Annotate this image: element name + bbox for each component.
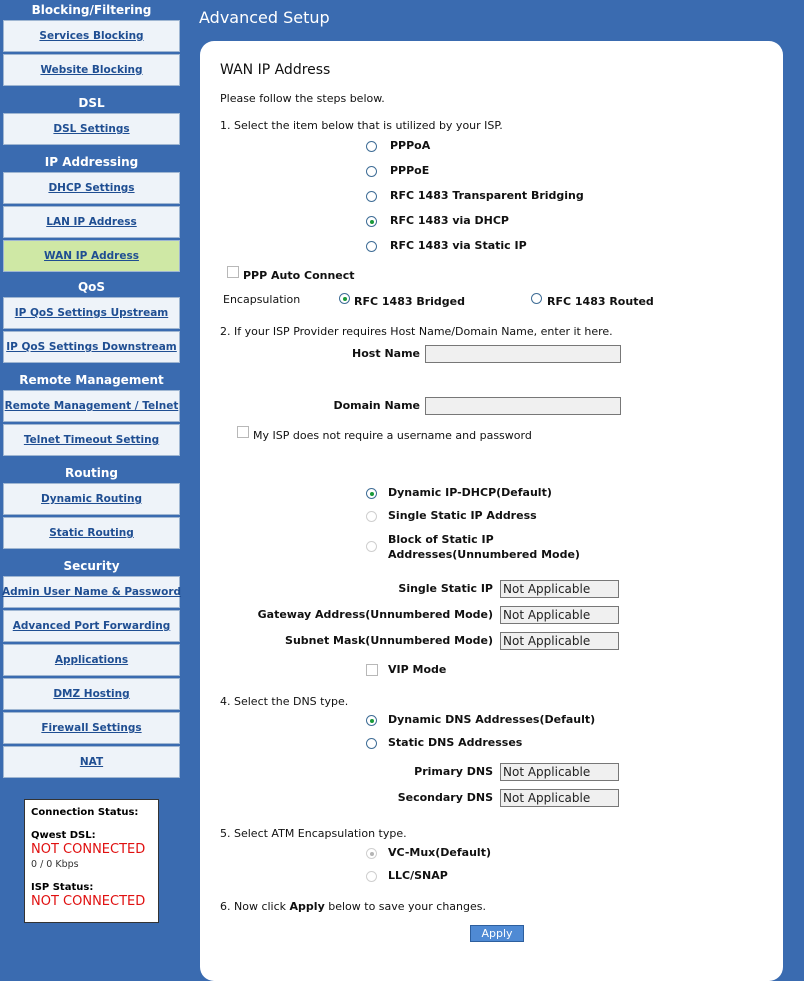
- step6-prefix: 6. Now click: [220, 900, 290, 913]
- category-blocking-filtering: Blocking/Filtering: [31, 3, 152, 17]
- host-name-label: Host Name: [352, 347, 420, 360]
- protocol-radio-via-dhcp[interactable]: [366, 216, 377, 227]
- step6-apply-word: Apply: [289, 900, 325, 913]
- protocol-label-via-dhcp: RFC 1483 via DHCP: [390, 214, 509, 227]
- ip-label-block-static: [388, 532, 580, 562]
- apply-button[interactable]: Apply: [470, 925, 524, 942]
- ip-label-dynamic: Dynamic IP-DHCP(Default): [388, 486, 552, 499]
- encapsulation-label-routed: RFC 1483 Routed: [547, 295, 654, 308]
- isp-status-label: ISP Status:: [31, 882, 94, 893]
- connection-status-title: Connection Status:: [31, 807, 139, 818]
- step6-text: [220, 900, 486, 913]
- protocol-label-pppoe: PPPoE: [390, 164, 430, 177]
- atm-label-vcmux: VC-Mux(Default): [388, 846, 491, 859]
- dns-radio-dynamic[interactable]: [366, 715, 377, 726]
- domain-name-label: Domain Name: [333, 399, 420, 412]
- sidebar-item-static-routing[interactable]: Static Routing: [3, 517, 180, 549]
- primary-dns-input[interactable]: [500, 763, 619, 781]
- protocol-radio-pppoa[interactable]: [366, 141, 377, 152]
- ip-radio-block-static[interactable]: [366, 541, 377, 552]
- sidebar-item-nat[interactable]: NAT: [3, 746, 180, 778]
- encapsulation-radio-routed[interactable]: [531, 293, 542, 304]
- gateway-address-label: Gateway Address(Unnumbered Mode): [257, 608, 493, 621]
- gateway-address-input[interactable]: [500, 606, 619, 624]
- sidebar-item-port-forwarding[interactable]: Advanced Port Forwarding: [3, 610, 180, 642]
- main-panel: [200, 41, 783, 981]
- secondary-dns-label: Secondary DNS: [397, 791, 493, 804]
- step2-text: 2. If your ISP Provider requires Host Name/Domain Name, enter it here.: [220, 325, 613, 338]
- ip-label-block-line1: Block of Static IP: [388, 533, 494, 546]
- secondary-dns-input[interactable]: [500, 789, 619, 807]
- dsl-speed: 0 / 0 Kbps: [31, 859, 79, 870]
- vip-mode-checkbox[interactable]: [366, 664, 378, 676]
- sidebar-item-qos-upstream[interactable]: IP QoS Settings Upstream: [3, 297, 180, 329]
- atm-radio-vcmux[interactable]: [366, 848, 377, 859]
- sidebar-item-services-blocking[interactable]: Services Blocking: [3, 20, 180, 52]
- single-static-ip-input[interactable]: [500, 580, 619, 598]
- category-security: Security: [63, 559, 120, 573]
- protocol-label-pppoa: PPPoA: [390, 139, 431, 152]
- page-title: Advanced Setup: [199, 8, 330, 27]
- step4-text: 4. Select the DNS type.: [220, 695, 349, 708]
- vip-mode-label: VIP Mode: [388, 663, 447, 676]
- category-qos: QoS: [77, 280, 106, 294]
- category-routing: Routing: [64, 466, 118, 480]
- ip-radio-dynamic[interactable]: [366, 488, 377, 499]
- protocol-radio-transparent-bridging[interactable]: [366, 191, 377, 202]
- protocol-radio-pppoe[interactable]: [366, 166, 377, 177]
- encapsulation-radio-bridged[interactable]: [339, 293, 350, 304]
- sidebar-item-admin-user[interactable]: Admin User Name & Password: [3, 576, 180, 608]
- sidebar-item-remote-telnet[interactable]: Remote Management / Telnet: [3, 390, 180, 422]
- primary-dns-label: Primary DNS: [414, 765, 493, 778]
- subnet-mask-input[interactable]: [500, 632, 619, 650]
- dsl-status-value: NOT CONNECTED: [31, 842, 146, 857]
- qwest-dsl-label: Qwest DSL:: [31, 830, 96, 841]
- isp-status-value: NOT CONNECTED: [31, 894, 146, 909]
- atm-label-llc-snap: LLC/SNAP: [388, 869, 448, 882]
- domain-name-input[interactable]: [425, 397, 621, 415]
- subnet-mask-label: Subnet Mask(Unnumbered Mode): [285, 634, 493, 647]
- ip-label-single-static: Single Static IP Address: [388, 509, 537, 522]
- sidebar-item-dmz-hosting[interactable]: DMZ Hosting: [3, 678, 180, 710]
- dns-label-dynamic: Dynamic DNS Addresses(Default): [388, 713, 596, 726]
- ip-label-block-line2: Addresses(Unnumbered Mode): [388, 548, 580, 561]
- sidebar-item-lan-ip-address[interactable]: LAN IP Address: [3, 206, 180, 238]
- ip-radio-single-static[interactable]: [366, 511, 377, 522]
- category-ip-addressing: IP Addressing: [44, 155, 139, 169]
- protocol-label-via-static-ip: RFC 1483 via Static IP: [390, 239, 527, 252]
- sidebar-item-qos-downstream[interactable]: IP QoS Settings Downstream: [3, 331, 180, 363]
- sidebar-item-telnet-timeout[interactable]: Telnet Timeout Setting: [3, 424, 180, 456]
- sidebar-item-firewall-settings[interactable]: Firewall Settings: [3, 712, 180, 744]
- step1-text: 1. Select the item below that is utilized by your ISP.: [220, 119, 503, 132]
- encapsulation-label: Encapsulation: [223, 293, 301, 306]
- category-remote-management: Remote Management: [19, 373, 164, 387]
- sidebar-item-dhcp-settings[interactable]: DHCP Settings: [3, 172, 180, 204]
- single-static-ip-label: Single Static IP: [398, 582, 493, 595]
- form-title: WAN IP Address: [220, 62, 331, 78]
- category-dsl: DSL: [78, 96, 105, 110]
- sidebar-item-website-blocking[interactable]: Website Blocking: [3, 54, 180, 86]
- intro-text: Please follow the steps below.: [220, 92, 385, 105]
- protocol-label-transparent-bridging: RFC 1483 Transparent Bridging: [390, 189, 584, 202]
- sidebar-item-wan-ip-address[interactable]: WAN IP Address: [3, 240, 180, 272]
- protocol-radio-via-static-ip[interactable]: [366, 241, 377, 252]
- no-username-checkbox[interactable]: [237, 426, 249, 438]
- sidebar-item-dsl-settings[interactable]: DSL Settings: [3, 113, 180, 145]
- no-username-label: My ISP does not require a username and password: [253, 429, 532, 442]
- dns-radio-static[interactable]: [366, 738, 377, 749]
- step5-text: 5. Select ATM Encapsulation type.: [220, 827, 407, 840]
- ppp-auto-connect-label: PPP Auto Connect: [243, 269, 355, 282]
- connection-status-box: [24, 799, 159, 923]
- encapsulation-label-bridged: RFC 1483 Bridged: [354, 295, 465, 308]
- sidebar-item-applications[interactable]: Applications: [3, 644, 180, 676]
- host-name-input[interactable]: [425, 345, 621, 363]
- ppp-auto-connect-checkbox[interactable]: [227, 266, 239, 278]
- sidebar-item-dynamic-routing[interactable]: Dynamic Routing: [3, 483, 180, 515]
- dns-label-static: Static DNS Addresses: [388, 736, 523, 749]
- step6-suffix: below to save your changes.: [324, 900, 486, 913]
- atm-radio-llc-snap[interactable]: [366, 871, 377, 882]
